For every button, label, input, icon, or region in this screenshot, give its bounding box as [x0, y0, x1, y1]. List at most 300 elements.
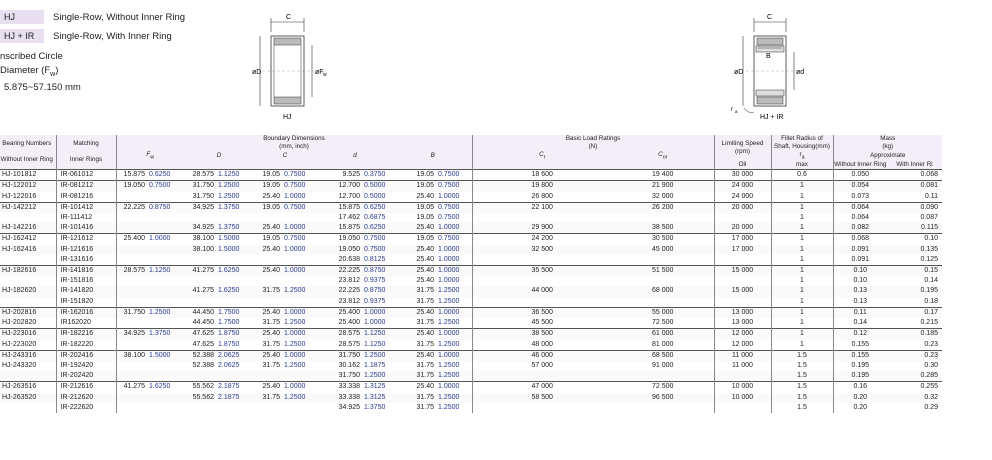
cell-C [254, 276, 284, 286]
cell-D: 52.388 [184, 350, 218, 361]
cell-cr: 36 500 [472, 307, 612, 318]
cell-D: 55.562 [184, 393, 218, 403]
cell-cr [472, 371, 612, 382]
cell-cor: 72 500 [652, 319, 674, 327]
cell-fwi [149, 213, 184, 223]
cell-di: 1.3125 [364, 382, 394, 393]
hjir-width-label: C [767, 14, 773, 21]
header-approx [833, 151, 942, 161]
hj-caption: HJ [283, 114, 292, 121]
cell-Ci: 0.7500 [284, 181, 316, 192]
cell-Bi: 1.0000 [438, 266, 472, 277]
cell-cr: 45 500 [472, 318, 612, 329]
cell-ir: IR-141816 [56, 266, 116, 277]
cell-Ci: 0.7500 [284, 170, 316, 181]
cell-D [184, 276, 218, 286]
cell-bn [0, 371, 56, 382]
cell-d: 23.812 [338, 297, 360, 305]
cell-B: 25.40 [394, 350, 438, 361]
cell-cr: 48 000 [472, 340, 612, 351]
cell-cor: 19 400 [612, 170, 714, 181]
cell-bn: HJ-202820 [2, 319, 37, 327]
header-mass-title: Mass [880, 135, 896, 142]
cell-ir: IR-162016 [56, 307, 116, 318]
cell-ir: IR-182220 [56, 340, 116, 351]
table-row [0, 382, 942, 393]
cell-di: 1.1250 [364, 340, 386, 348]
header-mass-with: With Inner Ri [887, 161, 942, 170]
cell-spd: 11 000 [714, 350, 771, 361]
cell-D: 41.275 [184, 286, 218, 296]
cell-fw [116, 297, 149, 308]
cell-D [184, 403, 218, 413]
header-bearing-numbers-text: Bearing Numbers [2, 140, 52, 148]
cell-Bi: 1.0000 [438, 245, 472, 255]
cell-m2: 0.115 [887, 223, 942, 234]
cell-m2: 0.087 [920, 214, 938, 222]
cell-ra: 1 [771, 297, 833, 308]
cell-ra: 1.5 [771, 371, 833, 382]
cell-di: 0.8750 [364, 286, 394, 296]
cell-bn: HJ-182620 [0, 286, 56, 296]
cell-cr: 57 000 [472, 361, 612, 371]
table-row [0, 286, 942, 296]
cell-ra: 1 [771, 318, 833, 329]
header-speed [714, 135, 771, 161]
header-cor-sub: or [662, 154, 668, 161]
cell-cor: 68 000 [612, 286, 714, 296]
cell-m1: 0.082 [833, 223, 887, 234]
header-load-title: Basic Load Ratings [565, 135, 621, 142]
header-mass-without: Without Inner Ring [834, 161, 887, 169]
cell-D [184, 371, 218, 382]
cell-ra: 0.6 [771, 170, 833, 181]
cell-d: 15.875 [316, 223, 364, 234]
cell-Di: 1.1250 [218, 170, 254, 181]
cell-m1: 0.10 [833, 266, 887, 277]
cell-Bi: 1.0000 [438, 350, 472, 361]
cell-bn: HJ-101812 [0, 170, 56, 181]
cell-bn: HJ-182616 [0, 266, 56, 277]
cell-Ci: 0.7500 [284, 202, 316, 213]
table-row [0, 350, 942, 361]
header-fillet-1: Fillet Radius of [781, 135, 823, 142]
cell-ra: 1 [771, 255, 833, 266]
cell-cor: 91 000 [652, 361, 674, 369]
cell-cor: 38 500 [612, 223, 714, 234]
cell-Ci: 1.0000 [284, 245, 316, 255]
cell-Di [218, 403, 254, 413]
cell-D: 47.625 [184, 329, 218, 340]
cell-Di [218, 371, 254, 382]
table-row [0, 393, 942, 403]
cell-fw [116, 276, 149, 286]
cell-ra: 1 [771, 192, 833, 203]
cell-spd: 13 000 [714, 318, 771, 329]
cell-m1: 0.14 [833, 318, 887, 329]
header-D [184, 151, 254, 161]
cell-cor: 72 500 [612, 382, 714, 393]
table-row [0, 297, 942, 308]
cell-Bi: 1.2500 [438, 286, 472, 296]
cell-D: 38.100 [184, 245, 218, 255]
cell-B: 31.75 [416, 319, 434, 327]
cell-Ci: 1.2500 [284, 340, 306, 348]
hjir-r-label: r [731, 107, 733, 113]
scope-line2 [0, 64, 81, 81]
cell-ra: 1 [771, 307, 833, 318]
header-speed-title: Limiting Speed [721, 140, 764, 148]
legend-text-hj: Single-Row, Without Inner Ring [53, 12, 186, 23]
cell-di: 1.3750 [364, 403, 386, 411]
cell-cor: 21 900 [612, 181, 714, 192]
cell-m2: 0.17 [887, 307, 942, 318]
cell-bn: HJ-243320 [2, 361, 37, 369]
cell-spd: 20 000 [714, 202, 771, 213]
cell-m2: 0.11 [924, 192, 938, 200]
cell-ir: IR-131616 [56, 255, 116, 266]
cell-bn: HJ-263516 [0, 382, 56, 393]
cell-di: 0.3750 [364, 170, 394, 181]
cell-C [254, 371, 284, 382]
header-cr [472, 151, 612, 161]
cell-fwi: 1.2500 [149, 307, 184, 318]
cell-B: 31.75 [416, 403, 434, 411]
cell-d: 25.400 [338, 319, 360, 327]
cell-m1: 0.054 [833, 181, 887, 192]
cell-spd: 24 000 [714, 181, 771, 192]
cell-m1: 0.13 [833, 297, 887, 308]
cell-Ci: 1.0000 [284, 192, 306, 200]
cell-Bi: 0.7500 [438, 214, 460, 222]
cell-cr [472, 213, 612, 223]
cell-spd: 17 000 [714, 245, 771, 255]
bearing-spec-table [0, 135, 942, 413]
table-row [0, 361, 942, 371]
cell-fw [116, 192, 149, 203]
cell-ir: IR-081212 [56, 181, 116, 192]
scope-line3: 5.875~57.150 mm [4, 81, 81, 93]
cell-d: 12.700 [338, 192, 360, 200]
cell-C: 25.40 [254, 266, 284, 277]
cell-d: 33.338 [316, 393, 364, 403]
cell-cor: 51 500 [612, 266, 714, 277]
cell-m2: 0.14 [924, 277, 938, 285]
cell-ir: IR162020 [56, 318, 116, 329]
cell-m2: 0.285 [887, 371, 942, 382]
cell-bn [0, 255, 56, 266]
cell-fwi: 0.7500 [149, 181, 184, 192]
cell-Bi: 0.7500 [438, 202, 472, 213]
cell-bn [0, 276, 56, 286]
cell-fwi [149, 286, 184, 296]
cell-fwi [149, 340, 184, 351]
cell-m2: 0.125 [920, 255, 938, 263]
header-inner-rings: Inner Rings [69, 156, 103, 164]
cell-cor [612, 213, 714, 223]
cell-d: 28.575 [338, 340, 360, 348]
table-row [0, 329, 942, 340]
cell-fw: 34.925 [116, 329, 149, 340]
cell-fw: 25.400 [116, 234, 149, 245]
cell-B: 25.40 [394, 223, 438, 234]
hj-fw-sub: w [323, 72, 327, 78]
cell-B: 25.40 [394, 382, 438, 393]
cell-Bi: 1.2500 [438, 361, 460, 369]
cell-spd: 13 000 [714, 307, 771, 318]
cell-cr: 47 000 [472, 382, 612, 393]
cell-C: 19.05 [254, 170, 284, 181]
cell-C: 19.05 [254, 181, 284, 192]
cell-d: 25.400 [316, 307, 364, 318]
cell-B: 31.75 [394, 286, 438, 296]
header-fw-sub: w [150, 154, 155, 161]
cell-bn: HJ-162416 [0, 245, 56, 255]
cell-bn [0, 403, 56, 413]
cell-fwi [149, 223, 184, 234]
cell-cr [472, 297, 612, 308]
cell-cor: 55 000 [612, 307, 714, 318]
cell-m2: 0.18 [924, 297, 938, 305]
cell-C [254, 297, 284, 308]
cell-Ci: 1.0000 [284, 266, 316, 277]
header-mass-units: (kg) [882, 143, 894, 150]
cell-m2: 0.090 [887, 202, 942, 213]
cell-ir: IR-101412 [56, 202, 116, 213]
cell-cor: 81 000 [652, 340, 674, 348]
cell-bn: HJ-162412 [0, 234, 56, 245]
cell-fwi: 0.8750 [149, 202, 184, 213]
cell-cor [612, 297, 714, 308]
header-without-inner-ring: Without Inner Ring [0, 156, 53, 164]
table-row [0, 192, 942, 203]
cell-fw [116, 371, 149, 382]
cell-d: 30.162 [338, 361, 360, 369]
cell-Bi: 1.2500 [438, 403, 460, 411]
cell-C: 31.75 [262, 361, 280, 369]
cell-Ci: 1.2500 [284, 361, 306, 369]
cell-fw: 22.225 [116, 202, 149, 213]
header-d [316, 151, 394, 161]
cell-Di [218, 276, 254, 286]
cell-fwi [149, 192, 184, 203]
cell-cr: 18 600 [472, 170, 612, 181]
cell-spd: 24 000 [714, 192, 771, 203]
cell-cr [472, 276, 612, 286]
cell-Bi: 1.0000 [438, 382, 472, 393]
cell-ra: 1 [771, 286, 833, 296]
cell-C [254, 213, 284, 223]
cell-B: 25.40 [416, 277, 434, 285]
cell-m1: 0.12 [833, 329, 887, 340]
cell-m2: 0.32 [887, 393, 942, 403]
cell-Ci: 1.0000 [284, 350, 316, 361]
cell-d: 23.812 [338, 277, 360, 285]
bearing-rows [0, 170, 942, 413]
cell-C: 31.75 [262, 340, 280, 348]
cell-fw [116, 286, 149, 296]
cell-di: 0.5000 [364, 181, 394, 192]
header-cr-letter: C [539, 151, 544, 158]
diagram-hjir-svg [726, 10, 816, 122]
cell-di: 0.6250 [364, 202, 394, 213]
header-ra: r [799, 151, 802, 158]
header-max: max [771, 161, 833, 170]
header-speed-units: (rpm) [734, 148, 751, 156]
cell-Bi: 1.0000 [438, 277, 460, 285]
hj-fw-label: øF [315, 69, 324, 76]
cell-D: 34.925 [184, 223, 218, 234]
cell-bn: HJ-223020 [2, 340, 37, 348]
cell-Ci [284, 371, 316, 382]
cell-D [184, 297, 218, 308]
diagram-hj-ir [726, 10, 816, 122]
cell-D: 31.750 [192, 192, 214, 200]
scope-line2-close: ) [55, 64, 59, 76]
cell-Di [218, 255, 254, 266]
header-matching: Matching [73, 140, 99, 148]
cell-cr [472, 255, 612, 266]
cell-C: 25.40 [254, 245, 284, 255]
cell-D: 34.925 [184, 202, 218, 213]
cell-ra: 1 [771, 340, 833, 351]
cell-Ci [284, 297, 316, 308]
cell-fw: 41.275 [116, 382, 149, 393]
cell-ra: 1 [771, 276, 833, 286]
cell-ir: IR-081216 [56, 192, 116, 203]
table-row [0, 245, 942, 255]
cell-Bi: 1.2500 [438, 340, 460, 348]
hjir-od-label: øD [734, 69, 744, 76]
cell-di: 0.5000 [364, 192, 386, 200]
cell-B: 31.75 [416, 361, 434, 369]
cell-d: 33.338 [316, 382, 364, 393]
cell-m2: 0.15 [887, 266, 942, 277]
table-row [0, 234, 942, 245]
cell-di: 0.6250 [364, 223, 394, 234]
header-fw-letter: F [146, 151, 151, 158]
cell-Ci [284, 213, 316, 223]
cell-fw: 15.875 [116, 170, 149, 181]
header-cor [612, 151, 714, 161]
cell-Bi: 0.7500 [438, 170, 472, 181]
cell-cor: 30 500 [612, 234, 714, 245]
cell-Di: 2.0625 [218, 361, 240, 369]
cell-d: 19.050 [316, 234, 364, 245]
cell-m2: 0.081 [887, 181, 942, 192]
cell-Di: 1.7500 [218, 319, 240, 327]
cell-C: 19.05 [254, 234, 284, 245]
cell-C: 31.75 [262, 319, 280, 327]
cell-m1: 0.13 [833, 286, 887, 296]
cell-spd: 15 000 [714, 286, 771, 296]
cell-D: 44.450 [184, 307, 218, 318]
table-row [0, 213, 942, 223]
header-matching-inner-rings [56, 135, 116, 170]
header-oil: Oil [714, 161, 771, 170]
cell-m1: 0.050 [833, 170, 887, 181]
cell-B: 25.40 [394, 307, 438, 318]
cell-Di [218, 297, 254, 308]
cell-spd: 10 000 [714, 382, 771, 393]
cell-fw [116, 403, 149, 413]
cell-Di: 2.0625 [218, 350, 254, 361]
cell-ir: IR-141820 [56, 286, 116, 296]
cell-Ci: 1.0000 [284, 329, 316, 340]
cell-fw [116, 213, 149, 223]
cell-bn: HJ-223016 [0, 329, 56, 340]
cell-B: 19.05 [416, 214, 434, 222]
cell-fw [116, 318, 149, 329]
cell-fwi [149, 393, 184, 403]
cell-m1: 0.091 [833, 255, 887, 266]
cell-cr: 24 200 [472, 234, 612, 245]
cell-Di: 1.7500 [218, 307, 254, 318]
cell-ir: IR-192420 [56, 361, 116, 371]
cell-B: 25.40 [394, 266, 438, 277]
header-cr-sub: r [543, 154, 546, 161]
cell-C: 25.40 [254, 307, 284, 318]
cell-B: 31.75 [416, 340, 434, 348]
cell-ir: IR-222620 [56, 403, 116, 413]
cell-D [184, 213, 218, 223]
table-row [0, 181, 942, 192]
hjir-id-label: ød [796, 69, 805, 76]
cell-ra: 1.5 [771, 350, 833, 361]
header-B [394, 151, 472, 161]
cell-Di: 1.3750 [218, 202, 254, 213]
cell-cor: 96 500 [612, 393, 714, 403]
cell-fwi: 1.6250 [149, 382, 184, 393]
size-range-note [0, 50, 81, 94]
cell-fw [116, 245, 149, 255]
cell-m2: 0.068 [887, 170, 942, 181]
cell-bn [0, 297, 56, 308]
cell-Bi: 1.0000 [438, 192, 460, 200]
cell-d: 20.638 [338, 255, 360, 263]
cell-fwi: 1.5000 [149, 350, 184, 361]
cell-ir: IR-202416 [56, 350, 116, 361]
header-ra-sub: a [801, 154, 805, 161]
cell-Bi: 1.2500 [438, 297, 460, 305]
cell-D: 47.625 [192, 340, 214, 348]
cell-Ci [284, 403, 316, 413]
header-mass [833, 135, 942, 151]
cell-spd: 30 000 [714, 170, 771, 181]
cell-fw: 31.750 [116, 307, 149, 318]
cell-cor: 68 500 [612, 350, 714, 361]
hjir-r-sub: a [735, 109, 738, 114]
header-d-text: d [353, 152, 357, 160]
cell-ir: IR-212620 [56, 393, 116, 403]
cell-B: 31.75 [394, 393, 438, 403]
hj-width-label: C [286, 14, 292, 21]
cell-spd [714, 371, 771, 382]
cell-Di: 1.6250 [218, 286, 254, 296]
cell-m1: 0.11 [833, 307, 887, 318]
cell-spd [714, 213, 771, 223]
cell-m1: 0.064 [833, 202, 887, 213]
cell-bn: HJ-122016 [2, 192, 37, 200]
cell-m1: 0.20 [833, 393, 887, 403]
cell-D: 44.450 [192, 319, 214, 327]
legend-text-hjir: Single-Row, With Inner Ring [53, 31, 172, 42]
cell-Ci [284, 255, 316, 266]
cell-spd: 15 000 [714, 266, 771, 277]
cell-m2: 0.185 [887, 329, 942, 340]
cell-cor: 26 200 [612, 202, 714, 213]
table-row [0, 276, 942, 286]
